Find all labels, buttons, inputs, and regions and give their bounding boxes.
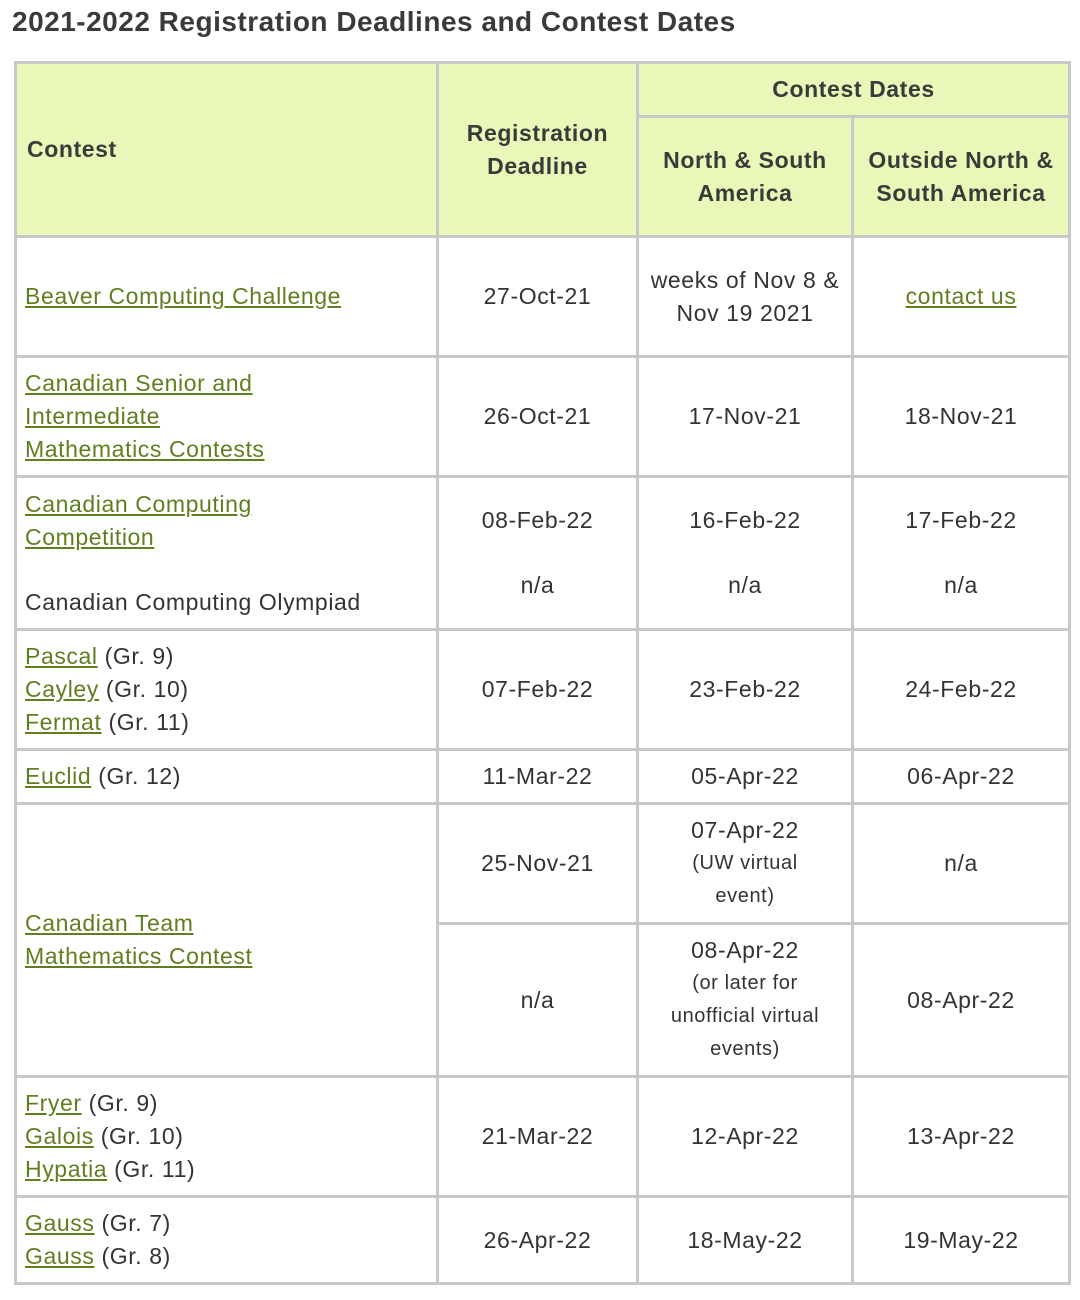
table-row xyxy=(16,630,1070,750)
na-date-cell: weeks of Nov 8 & Nov 19 2021 xyxy=(638,237,853,357)
header-outside-north-south-america: Outside North & South America xyxy=(853,117,1070,237)
header-contest: Contest xyxy=(16,63,438,237)
outside-date-cell: 08-Apr-22 xyxy=(853,924,1070,1077)
na-date-cell: 05-Apr-22 xyxy=(638,750,853,804)
outside-date-cell xyxy=(853,237,1070,357)
table-row xyxy=(16,1077,1070,1197)
canadian-team-mathematics-contest-link[interactable]: Canadian Team Mathematics Contest xyxy=(25,910,253,969)
canadian-computing-olympiad: Canadian Computing Olympiad xyxy=(25,588,361,615)
outside-date-cell: n/a xyxy=(853,804,1070,924)
contest-cell xyxy=(16,237,438,357)
contest-cell: Euclid (Gr. 12) xyxy=(16,750,438,804)
contest-cell: Gauss (Gr. 7) Gauss (Gr. 8) xyxy=(16,1197,438,1284)
euclid-link[interactable]: Euclid xyxy=(25,763,92,789)
table-row xyxy=(16,1197,1070,1284)
gauss-grade-8-link[interactable]: Gauss xyxy=(25,1243,95,1269)
registration-cell: 08-Feb-22 n/a xyxy=(438,477,638,630)
registration-cell: 25-Nov-21 xyxy=(438,804,638,924)
registration-cell: 27-Oct-21 xyxy=(438,237,638,357)
fermat-link[interactable]: Fermat xyxy=(25,709,102,735)
registration-cell: 11-Mar-22 xyxy=(438,750,638,804)
registration-cell: 26-Oct-21 xyxy=(438,357,638,477)
registration-cell: 26-Apr-22 xyxy=(438,1197,638,1284)
registration-cell: 07-Feb-22 xyxy=(438,630,638,750)
dates-table xyxy=(14,61,1071,1285)
table-row xyxy=(16,357,1070,477)
csmc-cimc-link[interactable]: Canadian Senior and Intermediate Mathematics Contests xyxy=(25,370,265,462)
galois-link[interactable]: Galois xyxy=(25,1123,94,1149)
na-date-cell: 07-Apr-22 (UW virtual event) xyxy=(638,804,853,924)
na-date-cell: 23-Feb-22 xyxy=(638,630,853,750)
contest-cell: Pascal (Gr. 9) Cayley (Gr. 10) Fermat (Gr. 11) xyxy=(16,630,438,750)
outside-date-cell: 24-Feb-22 xyxy=(853,630,1070,750)
gauss-grade-7-link[interactable]: Gauss xyxy=(25,1210,95,1236)
na-date-cell: 12-Apr-22 xyxy=(638,1077,853,1197)
contest-cell: Fryer (Gr. 9) Galois (Gr. 10) Hypatia (Gr. 11) xyxy=(16,1077,438,1197)
table-row xyxy=(16,237,1070,357)
canadian-computing-competition-link[interactable]: Canadian Computing Competition xyxy=(25,490,252,550)
hypatia-link[interactable]: Hypatia xyxy=(25,1156,108,1182)
registration-cell: n/a xyxy=(438,924,638,1077)
table-row xyxy=(16,750,1070,804)
na-date-cell: 18-May-22 xyxy=(638,1197,853,1284)
contest-cell xyxy=(16,804,438,1077)
table-row xyxy=(16,804,1070,924)
header-contest-dates: Contest Dates xyxy=(638,63,1070,117)
outside-date-cell: 19-May-22 xyxy=(853,1197,1070,1284)
outside-date-cell: 18-Nov-21 xyxy=(853,357,1070,477)
beaver-computing-challenge-link[interactable]: Beaver Computing Challenge xyxy=(25,283,342,309)
na-date-cell: 17-Nov-21 xyxy=(638,357,853,477)
header-north-south-america: North & South America xyxy=(638,117,853,237)
na-date-cell: 08-Apr-22 (or later for unofficial virtual events) xyxy=(638,924,853,1077)
table-row xyxy=(16,477,1070,630)
pascal-link[interactable]: Pascal xyxy=(25,643,98,669)
page-title: 2021-2022 Registration Deadlines and Contest Dates xyxy=(12,6,736,37)
contest-cell xyxy=(16,357,438,477)
cayley-link[interactable]: Cayley xyxy=(25,676,99,702)
contact-us-link[interactable]: contact us xyxy=(905,283,1017,309)
outside-date-cell: 06-Apr-22 xyxy=(853,750,1070,804)
na-date-cell: 16-Feb-22 n/a xyxy=(638,477,853,630)
outside-date-cell: 17-Feb-22 n/a xyxy=(853,477,1070,630)
outside-date-cell: 13-Apr-22 xyxy=(853,1077,1070,1197)
contest-cell xyxy=(16,477,438,630)
header-registration-deadline: Registration Deadline xyxy=(438,63,638,237)
registration-cell: 21-Mar-22 xyxy=(438,1077,638,1197)
fryer-link[interactable]: Fryer xyxy=(25,1090,82,1116)
